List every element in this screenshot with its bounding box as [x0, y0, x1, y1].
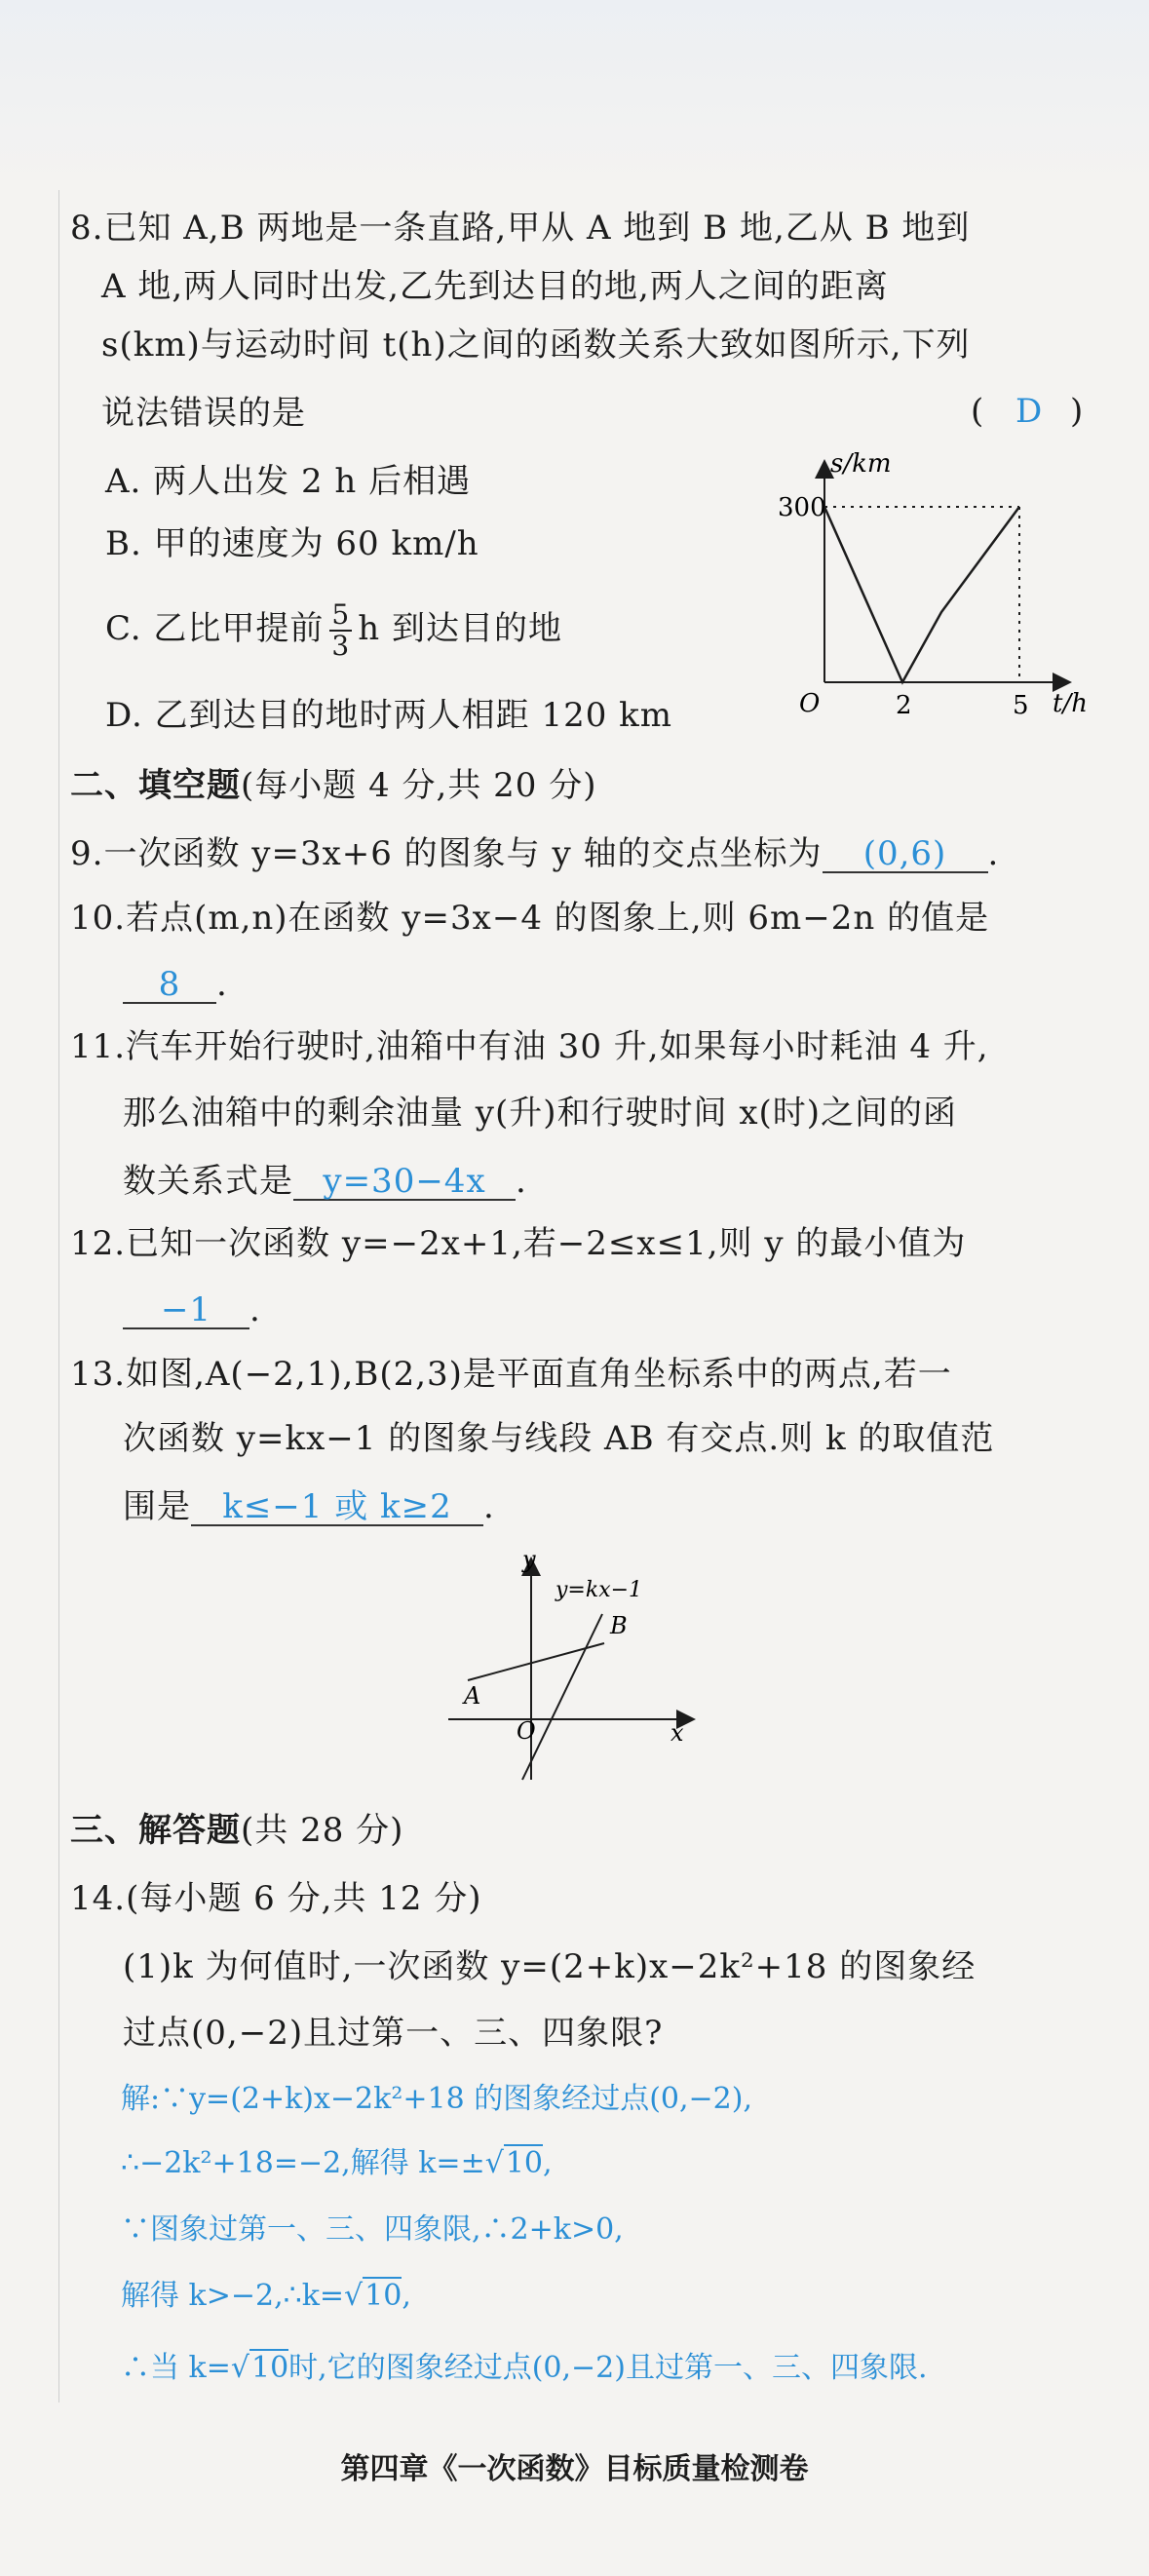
q8-line1: 8.已知 A,B 两地是一条直路,甲从 A 地到 B 地,乙从 B 地到	[70, 209, 971, 248]
fraction-numerator: 5	[331, 598, 351, 631]
page-footer: 第四章《一次函数》目标质量检测卷	[340, 2452, 809, 2486]
q13-line1: 13.如图,A(−2,1),B(2,3)是平面直角坐标系中的两点,若一	[70, 1355, 952, 1394]
q13-line3-text: 围是	[123, 1487, 191, 1526]
solution-line-4-post: ,	[402, 2279, 411, 2313]
q11-line1: 11.汽车开始行驶时,油箱中有油 30 升,如果每小时耗油 4 升,	[70, 1027, 989, 1066]
y-axis-label: s/km	[830, 449, 892, 479]
page-top-band	[0, 0, 1149, 185]
q8-option-a: A. 两人出发 2 h 后相遇	[105, 462, 472, 501]
q13-line2: 次函数 y=kx−1 的图象与线段 AB 有交点.则 k 的取值范	[123, 1419, 995, 1458]
q8-graph	[778, 448, 1111, 731]
q10-end: .	[216, 965, 228, 1004]
q9-text: 9.一次函数 y=3x+6 的图象与 y 轴的交点坐标为	[70, 834, 823, 873]
q9-answer: (0,6)	[823, 836, 988, 873]
solution-line-5-pre: ∴当 k=	[121, 2351, 231, 2385]
origin-label: O	[517, 1717, 536, 1745]
sqrt-radicand: 10	[364, 2279, 402, 2313]
q11-end: .	[516, 1162, 527, 1201]
q8-line4: 说法错误的是	[101, 394, 306, 433]
q12-line1: 12.已知一次函数 y=−2x+1,若−2≤x≤1,则 y 的最小值为	[70, 1224, 967, 1263]
q12-end: .	[249, 1290, 261, 1329]
q9	[70, 832, 999, 875]
q8-option-c-pre: C. 乙比甲提前	[105, 609, 325, 648]
line-kx-minus-1	[522, 1614, 602, 1780]
sqrt-sign: √	[230, 2351, 249, 2385]
q14-part1-line1: (1)k 为何值时,一次函数 y=(2+k)x−2k²+18 的图象经	[123, 1947, 977, 1986]
x-axis-label: t/h	[1053, 689, 1088, 718]
point-a-label: A	[464, 1682, 481, 1710]
margin-line	[58, 190, 59, 2403]
section-3-title: 三、解答题	[70, 1811, 241, 1850]
fraction	[329, 600, 352, 661]
q11-line3-text: 数关系式是	[123, 1162, 293, 1201]
q12-answer-line	[123, 1288, 261, 1331]
sqrt-sign: √	[484, 2146, 504, 2180]
point-b-label: B	[610, 1612, 628, 1639]
solution-line-2-pre: ∴−2k²+18=−2,解得 k=±	[121, 2146, 485, 2180]
solution-line-4	[121, 2277, 411, 2316]
q8-line2: A 地,两人同时出发,乙先到达目的地,两人之间的距离	[101, 267, 889, 306]
fraction-denominator: 3	[331, 630, 351, 662]
section-2-heading	[70, 764, 596, 807]
sqrt-radicand: 10	[250, 2351, 289, 2385]
section-2-note: (每小题 4 分,共 20 分)	[241, 766, 597, 805]
solution-line-2	[121, 2144, 553, 2183]
q13-graph	[439, 1546, 711, 1789]
segment-ab	[468, 1643, 604, 1680]
q10-answer-line	[123, 963, 228, 1006]
sqrt-sign: √	[344, 2279, 364, 2313]
y-tick-300: 300	[778, 493, 826, 522]
section-3-note: (共 28 分)	[241, 1811, 404, 1850]
q11-line3	[123, 1160, 527, 1203]
x-tick-2: 2	[896, 691, 912, 720]
x-tick-5: 5	[1013, 691, 1029, 720]
q8-paren-open: (	[971, 392, 984, 431]
q9-end: .	[987, 834, 1000, 873]
solution-line-5	[121, 2349, 928, 2388]
line-label: y=kx−1	[555, 1578, 643, 1602]
q11-answer: y=30−4x	[293, 1164, 516, 1201]
solution-line-5-post: 时,它的图象经过点(0,−2)且过第一、三、四象限.	[288, 2351, 928, 2385]
q12-answer: −1	[123, 1292, 249, 1329]
x-axis-label: x	[670, 1719, 684, 1747]
q13-line3	[123, 1485, 495, 1528]
q14-part1-line2: 过点(0,−2)且过第一、三、四象限?	[123, 2014, 664, 2053]
q8-option-c-post: h 到达目的地	[358, 609, 562, 648]
solution-line-3: ∵图象过第一、三、四象限,∴2+k>0,	[121, 2212, 624, 2247]
origin-label: O	[799, 689, 821, 718]
q8-option-b: B. 甲的速度为 60 km/h	[105, 524, 479, 563]
distance-line	[824, 507, 1019, 682]
section-2-title: 二、填空题	[70, 766, 241, 805]
q8-option-d: D. 乙到达目的地时两人相距 120 km	[105, 696, 673, 735]
q10-answer: 8	[123, 967, 216, 1004]
q8-option-c	[105, 600, 562, 661]
q8-paren-close: )	[1070, 392, 1084, 431]
q11-line2: 那么油箱中的剩余油量 y(升)和行驶时间 x(时)之间的函	[123, 1094, 958, 1133]
q8-answer: D	[1015, 392, 1043, 431]
q10-line1: 10.若点(m,n)在函数 y=3x−4 的图象上,则 6m−2n 的值是	[70, 899, 990, 938]
solution-line-4-pre: 解得 k>−2,∴k=	[121, 2279, 345, 2313]
solution-line-1: 解:∵y=(2+k)x−2k²+18 的图象经过点(0,−2),	[121, 2082, 752, 2116]
q13-end: .	[483, 1487, 495, 1526]
y-axis-label: y	[522, 1546, 536, 1573]
solution-line-2-post: ,	[543, 2146, 553, 2180]
sqrt-radicand: 10	[505, 2146, 544, 2180]
q8-line3: s(km)与运动时间 t(h)之间的函数关系大致如图所示,下列	[101, 326, 971, 365]
q13-answer: k≤−1 或 k≥2	[191, 1489, 483, 1526]
section-3-heading	[70, 1809, 403, 1852]
q14-line1: 14.(每小题 6 分,共 12 分)	[70, 1879, 482, 1918]
